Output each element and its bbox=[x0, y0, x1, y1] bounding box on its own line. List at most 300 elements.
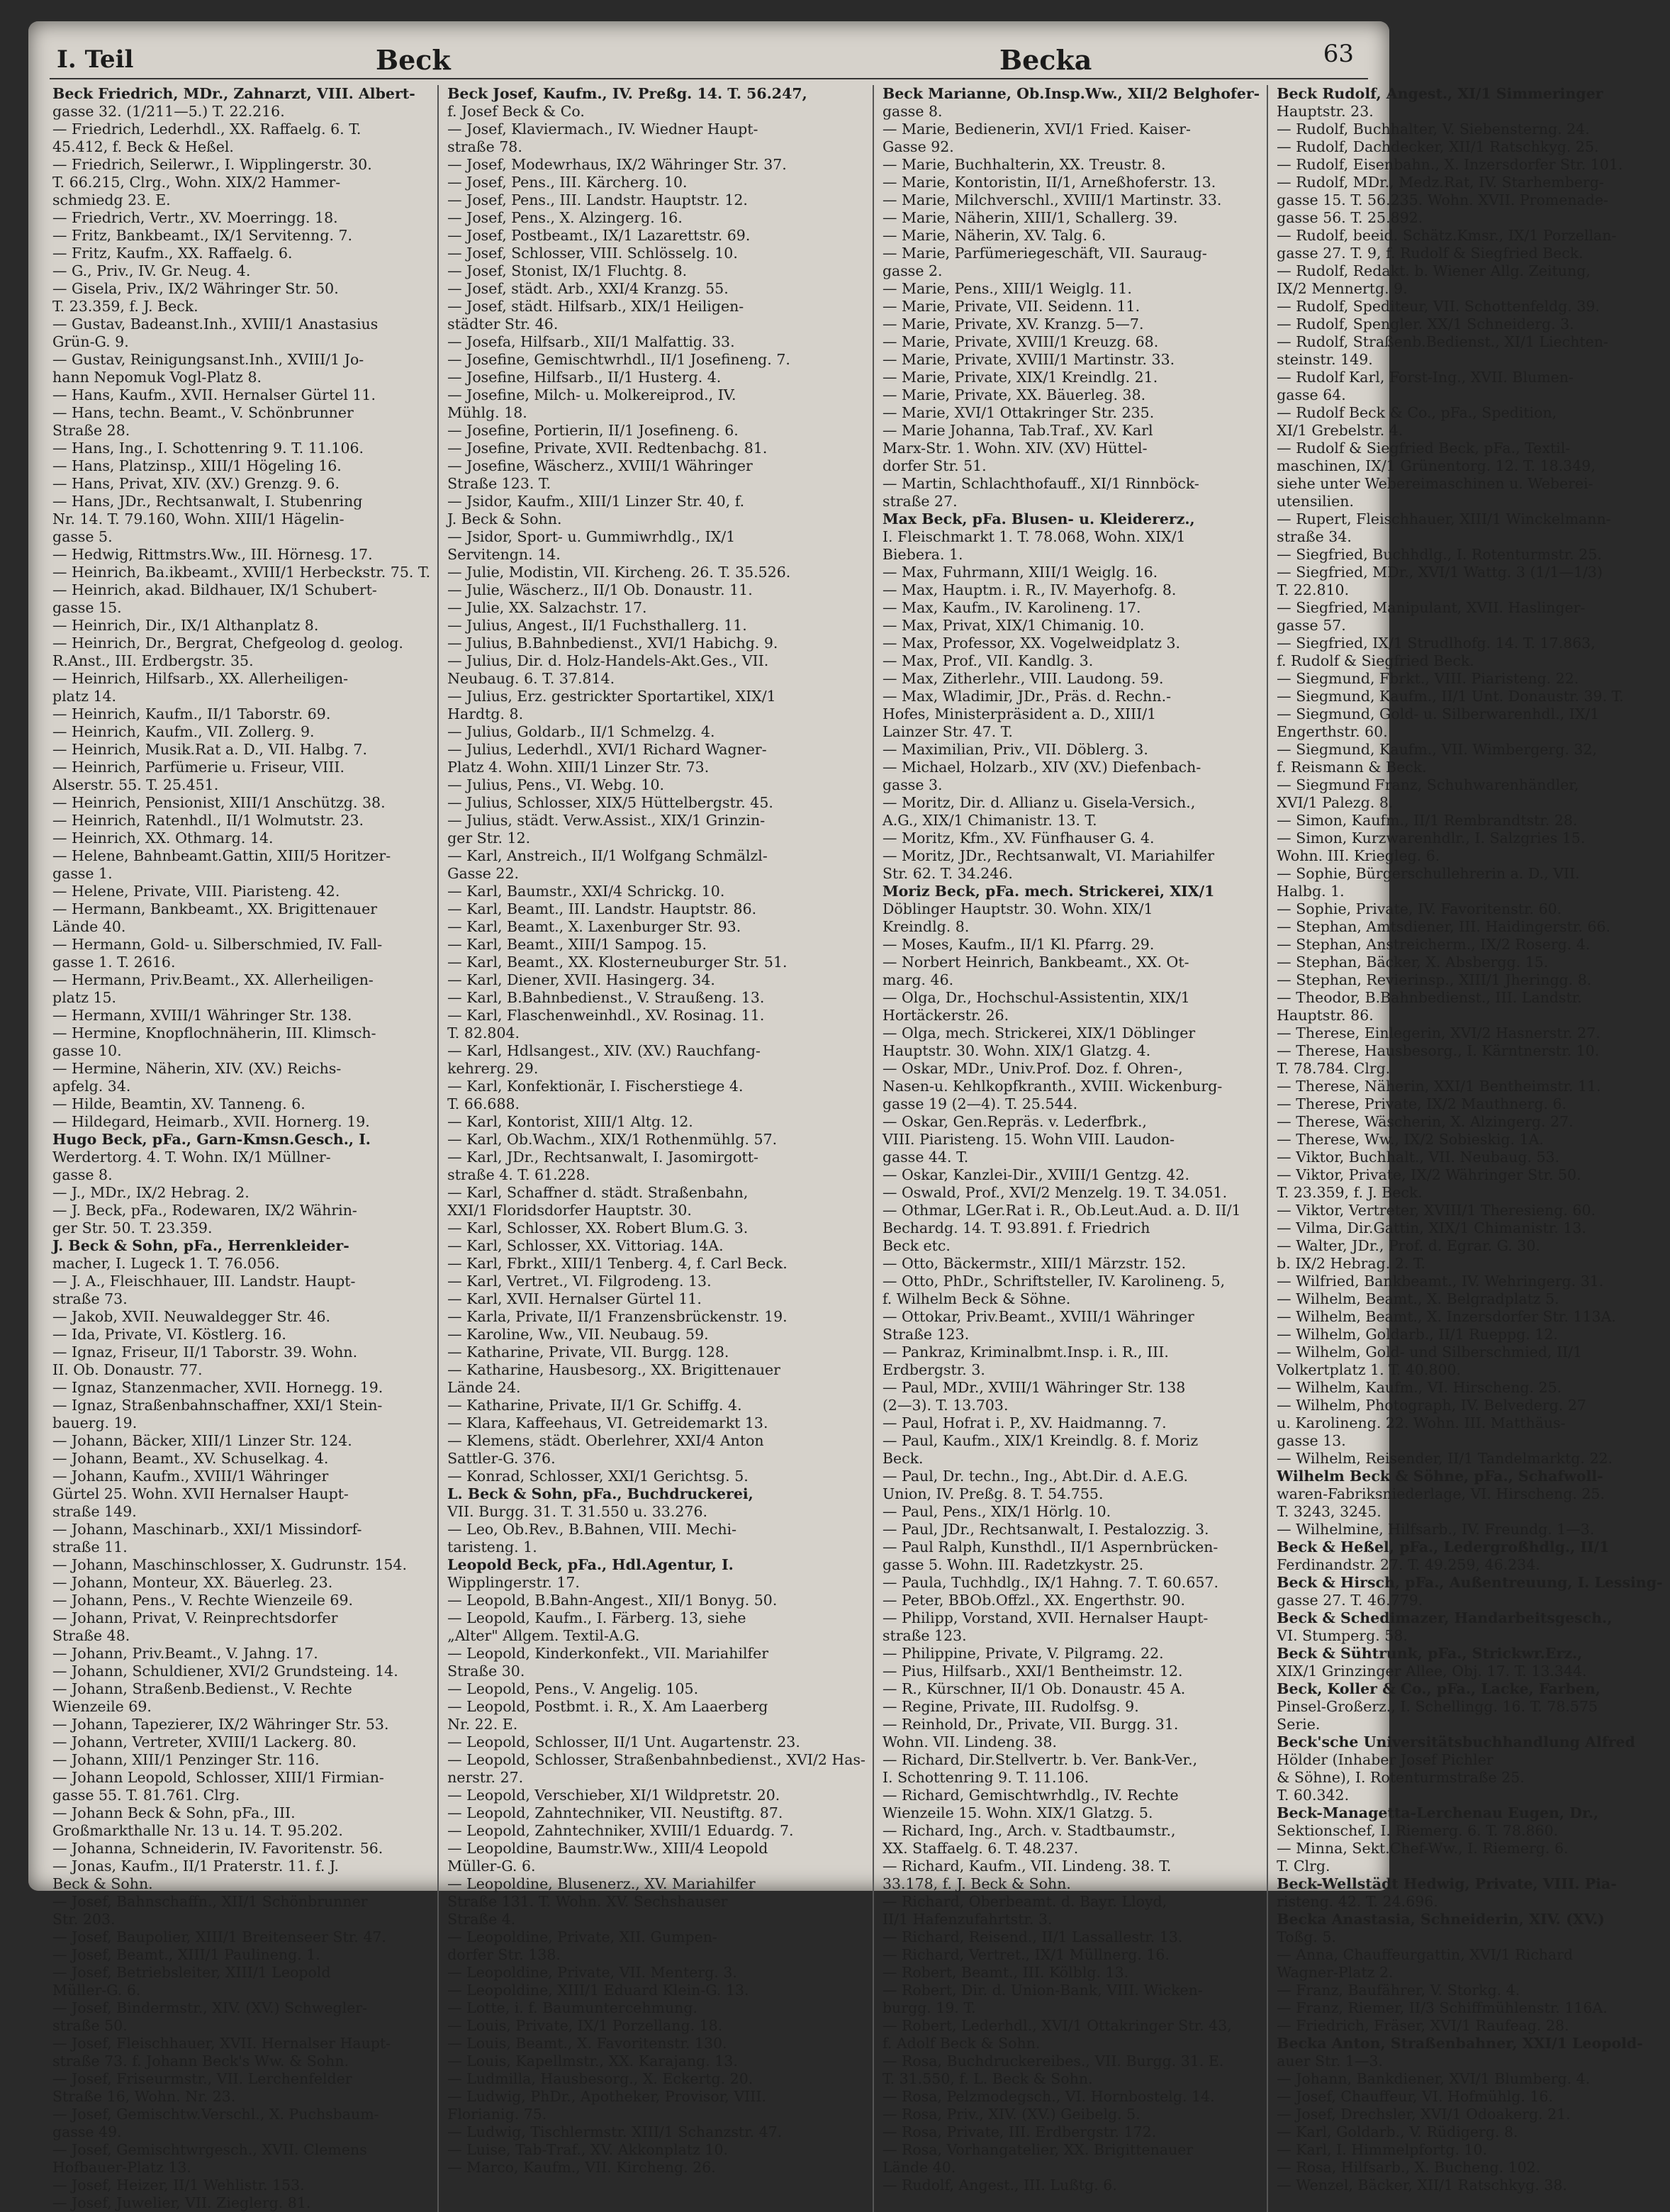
entry-line: Max Beck, pFa. Blusen- u. Kleidererz., bbox=[882, 510, 1195, 527]
entry-line: — Ignaz, Stanzenmacher, XVII. Hornegg. 19. bbox=[52, 1379, 383, 1396]
entry-line: Lainzer Str. 47. T. bbox=[882, 723, 1013, 740]
entry-line: — Rudolf, Buchhalter, V. Siebensterng. 24. bbox=[1277, 121, 1590, 138]
entry-line: — Karl, Schlosser, XX. Robert Blum.G. 3. bbox=[447, 1219, 749, 1236]
entry-line: — Siegmund, Kaufm., VII. Wimbergerg. 32, bbox=[1277, 741, 1597, 758]
entry-line: — Friedrich, Lederhdl., XX. Raffaelg. 6. T. bbox=[52, 121, 362, 138]
entry-line: — Josef, Postbeamt., IX/1 Lazarettstr. 69. bbox=[447, 227, 751, 244]
entry-line: — Ludmilla, Hausbesorg., X. Eckertg. 20. bbox=[447, 2070, 753, 2087]
entry-line: — Siegfried, IX/1 Strudlhofg. 14. T. 17.863, bbox=[1277, 635, 1596, 652]
entry-line: T. 66.688. bbox=[447, 1095, 520, 1112]
entry-line: — Karoline, Ww., VII. Neubaug. 59. bbox=[447, 1326, 709, 1343]
entry-line: — Ignaz, Straßenbahnschaffner, XXI/1 Stein- bbox=[52, 1397, 383, 1414]
entry-line: — Franz, Baufährer, V. Storkg. 4. bbox=[1277, 1982, 1520, 1999]
entry-line: — Julie, XX. Salzachstr. 17. bbox=[447, 599, 647, 616]
entry-line: Lände 40. bbox=[52, 918, 126, 935]
entry-line: — Olga, Dr., Hochschul-Assistentin, XIX/1 bbox=[882, 989, 1190, 1006]
entry-line: — Marie, Private, XVIII/1 Kreuzg. 68. bbox=[882, 333, 1159, 350]
entry-line: — Max, Kaufm., IV. Karolineng. 17. bbox=[882, 599, 1141, 616]
entry-line: Becka Anastasia, Schneiderin, XIV. (XV.) bbox=[1277, 1911, 1605, 1928]
entry-line: — Rudolf & Siegfried Beck, pFa., Textil- bbox=[1277, 440, 1571, 457]
entry-line: VI. Stumperg. 58. bbox=[1277, 1627, 1408, 1644]
entry-line: — Lotte, i. f. Baumuntercehmung. bbox=[447, 1999, 698, 2016]
entry-line: — Friedrich, Seilerwr., I. Wipplingerstr. 30. bbox=[52, 156, 372, 173]
entry-line: — Rosa, Buchdruckereibes., VII. Burgg. 31. E. bbox=[882, 2052, 1224, 2069]
entry-line: — Leopoldine, Private, VII. Menterg. 3. bbox=[447, 1964, 737, 1981]
entry-line: — Heinrich, Kaufm., II/1 Taborstr. 69. bbox=[52, 705, 331, 722]
entry-line: — Leopoldine, Private, XII. Gumpen- bbox=[447, 1928, 717, 1945]
entry-line: — Sophie, Bürgerschullehrerin a. D., VII. bbox=[1277, 865, 1580, 882]
entry-line: macher, I. Lugeck 1. T. 76.056. bbox=[52, 1255, 280, 1272]
entry-line: gasse 15. T. 56.235. Wohn. XVII. Promenade- bbox=[1277, 191, 1608, 208]
entry-line: — Jsidor, Kaufm., XIII/1 Linzer Str. 40, f. bbox=[447, 493, 745, 510]
entry-line: f. Adolf Beck & Sohn. bbox=[882, 2035, 1041, 2052]
entry-line: — Gisela, Priv., IX/2 Währinger Str. 50. bbox=[52, 280, 339, 297]
entry-line: gasse 27. T. 46.779. bbox=[1277, 1592, 1423, 1609]
entry-line: Beck & Heßel, pFa., Ledergroßhdlg., II/1 bbox=[1277, 1538, 1610, 1555]
entry-line: — Marie, Näherin, XV. Talg. 6. bbox=[882, 227, 1106, 244]
entry-line: Beck Friedrich, MDr., Zahnarzt, VIII. Albert- bbox=[52, 85, 415, 102]
entry-line: (2—3). T. 13.703. bbox=[882, 1397, 1009, 1414]
entry-line: — J. Beck, pFa., Rodewaren, IX/2 Währin- bbox=[52, 1202, 357, 1219]
entry-line: — Stephan, Bäcker, X. Absbergg. 15. bbox=[1277, 954, 1549, 971]
columns-container bbox=[50, 85, 1663, 2211]
entry-line: — Rudolf, Eisenbahn., X. Inzersdorfer Str. 101. bbox=[1277, 156, 1623, 173]
entry-line: T. 3243, 3245. bbox=[1277, 1503, 1382, 1520]
entry-line: — Karl, Schlosser, XX. Vittoriag. 14A. bbox=[447, 1237, 724, 1254]
entry-line: 45.412, f. Beck & Heßel. bbox=[52, 138, 234, 155]
entry-line: — Rudolf, beeid. Schätz.Kmsr., IX/1 Porzellan- bbox=[1277, 227, 1617, 244]
entry-line: — Max, Professor, XX. Vogelweidplatz 3. bbox=[882, 635, 1181, 652]
entry-line: Beck, Koller & Co., pFa., Lacke, Farben, bbox=[1277, 1680, 1601, 1697]
entry-line: — Johann, Kaufm., XVIII/1 Währinger bbox=[52, 1468, 329, 1485]
entry-line: — Josef, Bindermstr., XIV. (XV.) Schwegler- bbox=[52, 1999, 368, 2016]
entry-line: — Karl, I. Himmelpfortg. 10. bbox=[1277, 2141, 1488, 2158]
entry-line: — Marie, Private, VII. Seidenn. 11. bbox=[882, 298, 1141, 315]
entry-line: T. 23.359, f. J. Beck. bbox=[1277, 1184, 1423, 1201]
entry-line: — Richard, Oberbeamt. d. Bayr. Lloyd, bbox=[882, 1893, 1167, 1910]
section-label: I. Teil bbox=[57, 45, 134, 74]
entry-line: Werdertorg. 4. T. Wohn. IX/1 Müllner- bbox=[52, 1149, 331, 1166]
entry-line: — Paul, JDr., Rechtsanwalt, I. Pestalozzig. 3. bbox=[882, 1521, 1209, 1538]
directory-page bbox=[28, 21, 1663, 2211]
entry-line: — Hilde, Beamtin, XV. Tanneng. 6. bbox=[52, 1095, 306, 1112]
entry-line: — Johann, Schuldiener, XVI/2 Grundsteing. 14. bbox=[52, 1663, 398, 1680]
entry-line: — Josef, Baupolier, XIII/1 Breitenseer Str. 47. bbox=[52, 1928, 386, 1945]
entry-line: siehe unter Webereimaschinen u. Weberei- bbox=[1277, 475, 1593, 492]
entry-line: Marx-Str. 1. Wohn. XIV. (XV) Hüttel- bbox=[882, 440, 1148, 457]
entry-line: — Anna, Chauffeurgattin, XVI/1 Richard bbox=[1277, 1946, 1574, 1963]
entry-line: — Leopoldine, XIII/1 Eduard Klein-G. 13. bbox=[447, 1982, 749, 1999]
entry-line: f. Rudolf & Siegfried Beck. bbox=[1277, 652, 1474, 669]
entry-line: T. 31.550, f. L. Beck & Sohn. bbox=[882, 2070, 1093, 2087]
entry-line: — Marie, Milchverschl., XVIII/1 Martinstr. 33. bbox=[882, 191, 1222, 208]
entry-line: — Regine, Private, III. Rudolfsg. 9. bbox=[882, 1698, 1139, 1715]
entry-line: gasse 15. bbox=[52, 599, 122, 616]
entry-line: — Jonas, Kaufm., II/1 Praterstr. 11. f. J. bbox=[52, 1858, 340, 1875]
entry-line: — Robert, Beamt., III. Kölblg. 13. bbox=[882, 1964, 1129, 1981]
entry-line: — Wilhelmine, Hilfsarb., IV. Freundg. 1—3. bbox=[1277, 1521, 1595, 1538]
entry-line: marg. 46. bbox=[882, 971, 954, 988]
entry-line: — Heinrich, Pensionist, XIII/1 Anschützg. 38. bbox=[52, 794, 386, 811]
entry-line: — Walter, JDr., Prof. d. Egrar. G. 30. bbox=[1277, 1237, 1540, 1254]
entry-line: — Theodor, B.Bahnbedienst., III. Landstr. bbox=[1277, 989, 1582, 1006]
entry-line: straße 27. bbox=[882, 493, 958, 510]
entry-line: — Richard, Reisend., II/1 Lassallestr. 13. bbox=[882, 1928, 1183, 1945]
entry-line: Beck'sche Universitätsbuchhandlung Alfred bbox=[1277, 1733, 1635, 1750]
column-4 bbox=[1267, 85, 1669, 2212]
entry-line: VII. Burgg. 31. T. 31.550 u. 33.276. bbox=[447, 1503, 708, 1520]
entry-line: gasse 2. bbox=[882, 262, 943, 279]
entry-line: — Rosa, Private, III. Erdbergstr. 172. bbox=[882, 2123, 1157, 2140]
entry-line: — Franz, Riemer, II/3 Schiffmühlenstr. 116A. bbox=[1277, 1999, 1608, 2016]
entry-line: Kreindlg. 8. bbox=[882, 918, 970, 935]
entry-line: steinstr. 149. bbox=[1277, 351, 1373, 368]
entry-line: — Viktor, Buchhalt., VII. Neubaug. 53. bbox=[1277, 1149, 1560, 1166]
entry-line: Gasse 22. bbox=[447, 865, 519, 882]
entry-line: J. Beck & Sohn, pFa., Herrenkleider- bbox=[52, 1237, 349, 1254]
entry-line: — Maximilian, Priv., VII. Döblerg. 3. bbox=[882, 741, 1148, 758]
entry-line: IX/2 Mennertg. 9. bbox=[1277, 280, 1408, 297]
entry-line: — Ignaz, Friseur, II/1 Taborstr. 39. Wohn. bbox=[52, 1344, 358, 1361]
entry-line: auer Str. 1—3. bbox=[1277, 2052, 1384, 2069]
entry-line: taristeng. 1. bbox=[447, 1538, 537, 1555]
entry-line: Hortäckerstr. 26. bbox=[882, 1007, 1009, 1024]
entry-line: — Simon, Kurzwarenhdlr., I. Salzgries 15. bbox=[1277, 830, 1586, 847]
entry-line: T. Clrg. bbox=[1277, 1858, 1330, 1875]
entry-line: — Hermann, Gold- u. Silberschmied, IV. Fall- bbox=[52, 936, 383, 953]
entry-line: Volkertplatz 1. T. 40.800. bbox=[1277, 1361, 1462, 1378]
entry-line: — Johann, Maschinschlosser, X. Gudrunstr. 154. bbox=[52, 1556, 407, 1573]
entry-line: — Gustav, Badeanst.Inh., XVIII/1 Anastasius bbox=[52, 315, 379, 333]
entry-line: — Karl, Flaschenweinhdl., XV. Rosinag. 11. bbox=[447, 1007, 765, 1024]
entry-line: straße 78. bbox=[447, 138, 522, 155]
entry-line: — Robert, Lederhdl., XVI/1 Ottakringer Str. 43, bbox=[882, 2017, 1232, 2034]
entry-line: — Josef, Betriebsleiter, XIII/1 Leopold bbox=[52, 1964, 331, 1981]
entry-line: Müller-G. 6. bbox=[447, 1858, 536, 1875]
entry-line: platz 14. bbox=[52, 688, 117, 705]
entry-line: schmiedg 23. E. bbox=[52, 191, 171, 208]
entry-line: — Julie, Wäscherz., II/1 Ob. Donaustr. 11. bbox=[447, 581, 753, 598]
entry-line: — Louis, Kapellmstr., XX. Karajang. 13. bbox=[447, 2052, 738, 2069]
entry-line: — Julius, Schlosser, XIX/5 Hüttelbergstr. 45. bbox=[447, 794, 773, 811]
entry-line: Becka Anton, Straßenbahner, XXI/1 Leopold- bbox=[1277, 2035, 1643, 2052]
entry-line: — Josef, Drechsler, XVI/1 Odoakerg. 21. bbox=[1277, 2106, 1571, 2123]
entry-line: — J. A., Fleischhauer, III. Landstr. Haupt- bbox=[52, 1273, 356, 1290]
entry-line: — Siegfried, Buchhdlg., I. Rotenturmstr. 25. bbox=[1277, 546, 1602, 563]
first-entry-keyword: Beck bbox=[376, 44, 451, 76]
entry-line: — Fritz, Bankbeamt., IX/1 Servitenng. 7. bbox=[52, 227, 353, 244]
entry-line: — Oskar, Kanzlei-Dir., XVIII/1 Gentzg. 42. bbox=[882, 1166, 1189, 1183]
entry-line: straße 4. T. 61.228. bbox=[447, 1166, 590, 1183]
entry-line: — Marie, Private, XV. Kranzg. 5—7. bbox=[882, 315, 1144, 333]
entry-line: — Josef, Friseurmstr., VII. Lerchenfelder bbox=[52, 2070, 352, 2087]
entry-line: — Josef, Pens., X. Alzingerg. 16. bbox=[447, 209, 683, 226]
entry-line: — Rudolf, Dachdecker, XII/1 Ratschkyg. 25. bbox=[1277, 138, 1599, 155]
entry-line: Beck Josef, Kaufm., IV. Preßg. 14. T. 56.247, bbox=[447, 85, 807, 102]
entry-line: — Therese, Einlegerin, XVI/2 Hasnerstr. 27. bbox=[1277, 1024, 1601, 1041]
entry-line: — Max, Prof., VII. Kandlg. 3. bbox=[882, 652, 1094, 669]
entry-line: — Vilma, Dir.Gattin, XIX/1 Chimanistr. 13. bbox=[1277, 1219, 1586, 1236]
entry-line: A.G., XIX/1 Chimanistr. 13. T. bbox=[882, 812, 1097, 829]
entry-line: — Hans, Platzinsp., XIII/1 Högeling 16. bbox=[52, 457, 342, 474]
entry-line: — Karl, Beamt., XIII/1 Sampog. 15. bbox=[447, 936, 707, 953]
entry-line: XX. Staffaelg. 6. T. 48.237. bbox=[882, 1840, 1079, 1857]
entry-line: — Heinrich, Dir., IX/1 Althanplatz 8. bbox=[52, 617, 319, 634]
entry-line: — Josef, Pens., III. Landstr. Hauptstr. 12. bbox=[447, 191, 748, 208]
entry-line: — Josefine, Hilfsarb., II/1 Husterg. 4. bbox=[447, 369, 722, 386]
entry-line: Gasse 92. bbox=[882, 138, 954, 155]
entry-line: — Heinrich, Musik.Rat a. D., VII. Halbg. 7. bbox=[52, 741, 367, 758]
entry-line: Hugo Beck, pFa., Garn-Kmsn.Gesch., I. bbox=[52, 1131, 371, 1148]
entry-line: — Karl, XVII. Hernalser Gürtel 11. bbox=[447, 1290, 702, 1307]
page-number: 63 bbox=[1323, 40, 1354, 68]
entry-line: straße 73. f. Johann Beck's Ww. & Sohn. bbox=[52, 2052, 349, 2069]
entry-line: — Johann Leopold, Schlosser, XIII/1 Firmian- bbox=[52, 1769, 384, 1786]
entry-line: J. Beck & Sohn. bbox=[447, 510, 562, 527]
entry-line: — Otto, PhDr., Schriftsteller, IV. Karolineng. 5, bbox=[882, 1273, 1226, 1290]
entry-line: — Johanna, Schneiderin, IV. Favoritenstr. 56. bbox=[52, 1840, 383, 1857]
entry-line: — Leopold, Schlosser, II/1 Unt. Augartenstr. 23. bbox=[447, 1733, 800, 1750]
entry-line: Wienzeile 69. bbox=[52, 1698, 152, 1715]
entry-line: Biebera. 1. bbox=[882, 546, 963, 563]
entry-line: — Josef, Chauffeur, VI. Hofmühlg. 16. bbox=[1277, 2088, 1553, 2105]
entry-line: — Josef, städt. Arb., XXI/4 Kranzg. 55. bbox=[447, 280, 729, 297]
entry-line: Nasen-u. Kehlkopfkranth., XVIII. Wickenburg- bbox=[882, 1078, 1223, 1095]
entry-line: — Wilhelm, Photograph, IV. Belvederg. 27 bbox=[1277, 1397, 1586, 1414]
entry-line: — Karl, Beamt., XX. Klosterneuburger Str. 51. bbox=[447, 954, 788, 971]
entry-line: Großmarkthalle Nr. 13 u. 14. T. 95.202. bbox=[52, 1822, 343, 1839]
entry-line: — Julius, B.Bahnbedienst., XVI/1 Habichg. 9. bbox=[447, 635, 778, 652]
entry-line: — Helene, Private, VIII. Piaristeng. 42. bbox=[52, 883, 340, 900]
entry-line: — Karl, Vertret., VI. Filgrodeng. 13. bbox=[447, 1273, 712, 1290]
entry-line: Beck & Schedimazer, Handarbeitsgesch., bbox=[1277, 1609, 1613, 1626]
entry-line: — Siegmund Franz, Schuhwarenhändler, bbox=[1277, 776, 1579, 793]
entry-line: — Julius, Lederhdl., XVI/1 Richard Wagner- bbox=[447, 741, 767, 758]
entry-line: Beck-Managetta-Lerchenau Eugen, Dr., bbox=[1277, 1804, 1599, 1821]
entry-line: — Julius, städt. Verw.Assist., XIX/1 Grinzin- bbox=[447, 812, 766, 829]
entry-line: — Rudolf, MDr., Medz.Rat, IV. Starhemberg- bbox=[1277, 174, 1604, 191]
entry-line: — Julius, Erz. gestrickter Sportartikel, XIX/1 bbox=[447, 688, 776, 705]
entry-line: — Josef, Heizer, II/1 Wehlistr. 153. bbox=[52, 2177, 305, 2194]
entry-line: — Stephan, Anstreicherm., IX/2 Roserg. 4. bbox=[1277, 936, 1591, 953]
entry-line: — Julius, Dir. d. Holz-Handels-Akt.Ges., VII. bbox=[447, 652, 769, 669]
entry-line: — Ludwig, PhDr., Apotheker, Provisor, VIII. bbox=[447, 2088, 766, 2105]
entry-line: T. 82.804. bbox=[447, 1024, 520, 1041]
entry-line: — Reinhold, Dr., Private, VII. Burgg. 31. bbox=[882, 1716, 1179, 1733]
entry-line: — Johann Beck & Sohn, pFa., III. bbox=[52, 1804, 296, 1821]
entry-line: f. Wilhelm Beck & Söhne. bbox=[882, 1290, 1071, 1307]
entry-line: Hauptstr. 23. bbox=[1277, 103, 1374, 120]
entry-line: — Johann, Monteur, XX. Bäuerleg. 23. bbox=[52, 1574, 333, 1591]
entry-line: Hofes, Ministerpräsident a. D., XIII/1 bbox=[882, 705, 1157, 722]
column-3 bbox=[873, 85, 1267, 2212]
entry-line: ger Str. 12. bbox=[447, 830, 531, 847]
entry-line: Servitengn. 14. bbox=[447, 546, 561, 563]
entry-line: — Julie, Modistin, VII. Kircheng. 26. T. 35.526. bbox=[447, 564, 791, 581]
entry-line: — Julius, Pens., VI. Webg. 10. bbox=[447, 776, 665, 793]
entry-line: kehrerg. 29. bbox=[447, 1060, 539, 1077]
entry-line: Leopold Beck, pFa., Hdl.Agentur, I. bbox=[447, 1556, 734, 1573]
entry-line: — Therese, Private, IX/2 Mauthnerg. 6. bbox=[1277, 1095, 1567, 1112]
entry-line: — Paul Ralph, Kunsthdl., II/1 Aspernbrücken- bbox=[882, 1538, 1218, 1555]
entry-line: — Josef, Stonist, IX/1 Fluchtg. 8. bbox=[447, 262, 688, 279]
entry-line: gasse 56. T. 25.892. bbox=[1277, 209, 1423, 226]
entry-line: gasse 5. bbox=[52, 528, 113, 545]
entry-line: XI/1 Grebelstr. 4. bbox=[1277, 422, 1403, 439]
entry-line: Bechardg. 14. T. 93.891. f. Friedrich bbox=[882, 1219, 1150, 1236]
entry-line: — Heinrich, Parfümerie u. Friseur, VIII. bbox=[52, 759, 344, 776]
entry-line: Müller-G. 6. bbox=[52, 1982, 141, 1999]
entry-line: — Josefa, Hilfsarb., XII/1 Malfattig. 33. bbox=[447, 333, 735, 350]
entry-line: — Norbert Heinrich, Bankbeamt., XX. Ot- bbox=[882, 954, 1189, 971]
entry-line: apfelg. 34. bbox=[52, 1078, 131, 1095]
column-2 bbox=[437, 85, 873, 2212]
entry-line: — Siegmund, Fbrkt., VIII. Piaristeng. 22. bbox=[1277, 670, 1579, 687]
entry-line: — Luise, Tab-Traf., XV. Akkonplatz 10. bbox=[447, 2141, 729, 2158]
entry-line: — Helene, Bahnbeamt.Gattin, XIII/5 Horitzer- bbox=[52, 847, 391, 864]
entry-line: — Karl, Schaffner d. städt. Straßenbahn, bbox=[447, 1184, 749, 1201]
entry-line: — Richard, Ing., Arch. v. Stadtbaumstr., bbox=[882, 1822, 1176, 1839]
entry-line: XIX/1 Grinzinger Allee, Obj. 17. T. 13.344. bbox=[1277, 1663, 1587, 1680]
entry-line: straße 73. bbox=[52, 1290, 128, 1307]
entry-line: — Leopold, Postbmt. i. R., X. Am Laaerberg bbox=[447, 1698, 768, 1715]
entry-line: — Rudolf, Spengler. XX/1 Schneiderg. 3. bbox=[1277, 315, 1574, 333]
entry-line: Beck & Sühtrunk, pFa., Strickwr.Erz., bbox=[1277, 1645, 1583, 1662]
entry-line: — Rudolf Beck & Co., pFa., Spedition, bbox=[1277, 404, 1557, 421]
entry-line: — Moritz, JDr., Rechtsanwalt, VI. Mariahilfer bbox=[882, 847, 1215, 864]
entry-line: — Johann, Tapezierer, IX/2 Währinger Str. 53. bbox=[52, 1716, 389, 1733]
entry-line: — Fritz, Kaufm., XX. Raffaelg. 6. bbox=[52, 245, 293, 262]
entry-line: XXI/1 Floridsdorfer Hauptstr. 30. bbox=[447, 1202, 692, 1219]
entry-line: — Karl, Goldarb., V. Rüdigerg. 8. bbox=[1277, 2123, 1518, 2140]
entry-line: — Leopold, Kinderkonfekt., VII. Mariahilfer bbox=[447, 1645, 769, 1662]
entry-line: straße 149. bbox=[52, 1503, 137, 1520]
entry-line: Wohn. III. Kriegleg. 6. bbox=[1277, 847, 1440, 864]
entry-line: — Leopold, Kaufm., I. Färberg. 13, siehe bbox=[447, 1609, 746, 1626]
entry-line: — Marco, Kaufm., VII. Kircheng. 26. bbox=[447, 2159, 716, 2176]
entry-line: — Michael, Holzarb., XIV (XV.) Diefenbach- bbox=[882, 759, 1201, 776]
entry-line: — Johann, Maschinarb., XXI/1 Missindorf- bbox=[52, 1521, 362, 1538]
entry-line: gasse 5. Wohn. III. Radetzkystr. 25. bbox=[882, 1556, 1144, 1573]
entry-line: — Karl, Kontorist, XIII/1 Altg. 12. bbox=[447, 1113, 693, 1130]
entry-line: Serie. bbox=[1277, 1716, 1321, 1733]
entry-line: — Hildegard, Heimarb., XVII. Hornerg. 19. bbox=[52, 1113, 370, 1130]
entry-line: — Simon, Kaufm., II/1 Rembrandtstr. 28. bbox=[1277, 812, 1578, 829]
entry-line: — Philipp, Vorstand, XVII. Hernalser Haupt- bbox=[882, 1609, 1209, 1626]
entry-line: — Ludwig, Tischlermstr. XIII/1 Schanzstr. 47. bbox=[447, 2123, 783, 2140]
entry-line: — Oskar, MDr., Univ.Prof. Doz. f. Ohren-, bbox=[882, 1060, 1183, 1077]
entry-line: u. Karolineng. 22. Wohn. III. Matthäus- bbox=[1277, 1414, 1566, 1431]
entry-line: — Rudolf Karl, Forst-Ing., XVII. Blumen- bbox=[1277, 369, 1574, 386]
entry-line: — R., Kürschner, II/1 Ob. Donaustr. 45 A. bbox=[882, 1680, 1186, 1697]
entry-line: — Hans, techn. Beamt., V. Schönbrunner bbox=[52, 404, 354, 421]
entry-line: gasse 3. bbox=[882, 776, 943, 793]
entry-line: — Josef, Gemischtwrgesch., XVII. Clemens bbox=[52, 2141, 367, 2158]
entry-line: Wohn. VII. Lindeng. 38. bbox=[882, 1733, 1058, 1750]
entry-line: ger Str. 50. T. 23.359. bbox=[52, 1219, 213, 1236]
entry-line: Wipplingerstr. 17. bbox=[447, 1574, 580, 1591]
entry-line: — Marie, Näherin, XIII/1, Schallerg. 39. bbox=[882, 209, 1178, 226]
entry-line: — Paul, Pens., XIX/1 Hörlg. 10. bbox=[882, 1503, 1111, 1520]
entry-line: — Johann, Straßenb.Bedienst., V. Rechte bbox=[52, 1680, 352, 1697]
entry-line: straße 11. bbox=[52, 1538, 128, 1555]
entry-line: — Leopoldine, Baumstr.Ww., XIII/4 Leopold bbox=[447, 1840, 768, 1857]
entry-line: — Johann, Bankdiener, XVI/1 Blumberg. 4. bbox=[1277, 2070, 1591, 2087]
entry-line: Engerthstr. 60. bbox=[1277, 723, 1388, 740]
entry-line: — Josefine, Gemischtwrhdl., II/1 Josefineng. 7. bbox=[447, 351, 790, 368]
entry-line: — Johann, Priv.Beamt., V. Jahng. 17. bbox=[52, 1645, 318, 1662]
entry-line: — Rosa, Vorhangatelier, XX. Brigittenauer bbox=[882, 2141, 1194, 2158]
entry-line: Sattler-G. 376. bbox=[447, 1450, 556, 1467]
entry-line: — Josef, Beamt., XIII/1 Paulineng. 1. bbox=[52, 1946, 320, 1963]
entry-line: — Rosa, Hilfsarb., X. Bucheng. 102. bbox=[1277, 2159, 1541, 2176]
entry-line: gasse 32. (1/211—5.) T. 22.216. bbox=[52, 103, 285, 120]
entry-line: — Paul, MDr., XVIII/1 Währinger Str. 138 bbox=[882, 1379, 1186, 1396]
entry-line: & Söhne), I. Rotenturmstraße 25. bbox=[1277, 1769, 1525, 1786]
entry-line: — Viktor, Vertreter, XVIII/1 Theresieng. 60. bbox=[1277, 1202, 1596, 1219]
entry-line: waren-Fabriksniederlage, VI. Hirscheng. 25. bbox=[1277, 1485, 1605, 1502]
entry-line: — Leopold, Zahntechniker, XVIII/1 Eduardg. 7. bbox=[447, 1822, 794, 1839]
entry-line: — Max, Privat, XIX/1 Chimanig. 10. bbox=[882, 617, 1145, 634]
entry-line: — Siegfried, Manipulant, XVII. Haslinger- bbox=[1277, 599, 1586, 616]
entry-line: — Max, Fuhrmann, XIII/1 Weiglg. 16. bbox=[882, 564, 1158, 581]
entry-line: — Julius, Goldarb., II/1 Schmelzg. 4. bbox=[447, 723, 715, 740]
entry-line: gasse 19 (2—4). T. 25.544. bbox=[882, 1095, 1078, 1112]
entry-line: — Marie, Private, XX. Bäuerleg. 38. bbox=[882, 386, 1146, 403]
entry-line: — Johann, Bäcker, XIII/1 Linzer Str. 124. bbox=[52, 1432, 352, 1449]
entry-line: Beck. bbox=[882, 1450, 924, 1467]
entry-line: burgg. 19. T. bbox=[882, 1999, 976, 2016]
entry-line: — Marie, Private, XVIII/1 Martinstr. 33. bbox=[882, 351, 1175, 368]
entry-line: — Leopold, B.Bahn-Angest., XII/1 Bonyg. 50. bbox=[447, 1592, 778, 1609]
entry-line: — Karl, Ob.Wachm., XIX/1 Rothenmühlg. 57. bbox=[447, 1131, 778, 1148]
entry-line: — Rudolf, Redakt. b. Wiener Allg. Zeitung, bbox=[1277, 262, 1591, 279]
entry-line: Wienzeile 15. Wohn. XIX/1 Glatzg. 5. bbox=[882, 1804, 1153, 1821]
entry-line: I. Schottenring 9. T. 11.106. bbox=[882, 1769, 1089, 1786]
entry-line: gasse 10. bbox=[52, 1042, 122, 1059]
entry-line: Halbg. 1. bbox=[1277, 883, 1345, 900]
entry-line: — Katharine, Hausbesorg., XX. Brigittenauer bbox=[447, 1361, 780, 1378]
entry-line: — Konrad, Schlosser, XXI/1 Gerichtsg. 5. bbox=[447, 1468, 749, 1485]
entry-line: — Paul, Kaufm., XIX/1 Kreindlg. 8. f. Moriz bbox=[882, 1432, 1199, 1449]
entry-line: — Therese, Wäscherin, X. Alzingerg. 27. bbox=[1277, 1113, 1574, 1130]
entry-line: — Wilhelm, Beamt., X. Inzersdorfer Str. 113A. bbox=[1277, 1308, 1616, 1325]
entry-line: — Heinrich, Ba.ikbeamt., XVIII/1 Herbeckstr. 75. T. bbox=[52, 564, 431, 581]
entry-line: — Karl, Beamt., X. Laxenburger Str. 93. bbox=[447, 918, 741, 935]
entry-line: Beck Marianne, Ob.Insp.Ww., XII/2 Belghofer- bbox=[882, 85, 1260, 102]
entry-line: — Heinrich, XX. Othmarg. 14. bbox=[52, 830, 274, 847]
entry-line: — Martin, Schlachthofauff., XI/1 Rinnböck- bbox=[882, 475, 1199, 492]
entry-line: — Klemens, städt. Oberlehrer, XXI/4 Anton bbox=[447, 1432, 764, 1449]
entry-line: — Johann, Vertreter, XVIII/1 Lackerg. 80. bbox=[52, 1733, 357, 1750]
entry-line: — Therese, Hausbesorg., I. Kärntnerstr. 10. bbox=[1277, 1042, 1600, 1059]
entry-line: — Gustav, Reinigungsanst.Inh., XVIII/1 Jo- bbox=[52, 351, 364, 368]
entry-line: — Heinrich, Kaufm., VII. Zollerg. 9. bbox=[52, 723, 315, 740]
entry-line: — Hans, Kaufm., XVII. Hernalser Gürtel 11. bbox=[52, 386, 376, 403]
entry-line: — Ida, Private, VI. Köstlerg. 16. bbox=[52, 1326, 286, 1343]
entry-line: — J., MDr., IX/2 Hebrag. 2. bbox=[52, 1184, 250, 1201]
entry-line: — Leopold, Verschieber, XI/1 Wildpretstr. 20. bbox=[447, 1787, 780, 1804]
entry-line: — Karla, Private, II/1 Franzensbrückenstr. 19. bbox=[447, 1308, 788, 1325]
entry-line: Mühlg. 18. bbox=[447, 404, 527, 421]
entry-line: — Leo, Ob.Rev., B.Bahnen, VIII. Mechi- bbox=[447, 1521, 737, 1538]
entry-line: — Josefine, Portierin, II/1 Josefineng. 6. bbox=[447, 422, 739, 439]
entry-line: — Siegmund, Gold- u. Silberwarenhdl., IX/1 bbox=[1277, 705, 1600, 722]
entry-line: — Minna, Sekt.Chef-Ww., I. Riemerg. 6. bbox=[1277, 1840, 1569, 1857]
entry-line: straße 50. bbox=[52, 2017, 128, 2034]
entry-line: Toßg. 5. bbox=[1277, 1928, 1337, 1945]
entry-line: — Paula, Tuchhdlg., IX/1 Hahng. 7. T. 60.657. bbox=[882, 1574, 1219, 1591]
